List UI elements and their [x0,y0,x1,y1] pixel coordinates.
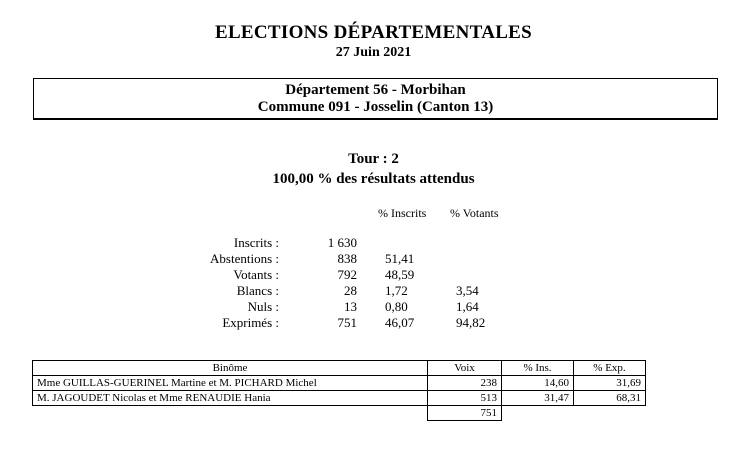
voix-cell: 513 [428,391,502,406]
stat-row [0,235,747,251]
col-head-pct-votants: % Votants [450,206,499,220]
stat-label: Nuls : [247,299,279,314]
election-date: 27 Juin 2021 [335,45,412,60]
stat-pct-votants: 1,64 [456,299,479,314]
total-spacer [33,406,428,421]
total-spacer [502,406,574,421]
stat-pct-votants: 3,54 [456,283,479,298]
stat-pct-inscrits: 51,41 [385,251,415,266]
total-row [33,406,646,421]
stat-value: 1 630 [327,235,357,250]
stat-label: Exprimés : [222,315,279,330]
round-label: Tour : 2 [348,151,399,167]
stat-value: 13 [344,299,357,314]
binome-cell: M. JAGOUDET Nicolas et Mme RENAUDIE Hania [33,391,428,406]
stat-row [0,267,747,283]
department-box [33,78,718,119]
results-table [32,360,646,421]
department-name: Département 56 - Morbihan [285,82,466,98]
results-header-row [33,361,646,376]
binome-cell: Mme GUILLAS-GUERINEL Martine et M. PICHARD Michel [33,376,428,391]
pct-ins-cell: 14,60 [502,376,574,391]
pct-ins-cell: 31,47 [502,391,574,406]
stat-value: 28 [344,283,357,298]
stat-value: 838 [337,251,357,266]
voix-cell: 238 [428,376,502,391]
stat-value: 792 [337,267,357,282]
commune-name: Commune 091 - Josselin (Canton 13) [257,99,494,115]
total-spacer [574,406,646,421]
col-header-voix: Voix [428,361,502,376]
stat-pct-inscrits: 46,07 [385,315,415,330]
stat-pct-inscrits: 1,72 [385,283,408,298]
total-voix-cell: 751 [428,406,502,421]
page-title: ELECTIONS DÉPARTEMENTALES [214,22,533,43]
pct-exp-cell: 31,69 [574,376,646,391]
col-head-pct-inscrits: % Inscrits [378,206,427,220]
pct-exp-cell: 68,31 [574,391,646,406]
table-row [33,376,646,391]
stat-pct-inscrits: 0,80 [385,299,408,314]
stat-row [0,251,747,267]
stat-label: Votants : [233,267,279,282]
stat-label: Abstentions : [210,251,279,266]
stat-label: Inscrits : [233,235,279,250]
table-row [33,391,646,406]
stat-row [0,315,747,331]
col-header-pct-ins: % Ins. [502,361,574,376]
stat-row [0,283,747,299]
stat-label: Blancs : [236,283,279,298]
stat-value: 751 [337,315,357,330]
col-header-binome: Binôme [33,361,428,376]
stat-row [0,299,747,315]
stat-pct-inscrits: 48,59 [385,267,415,282]
stat-pct-votants: 94,82 [456,315,486,330]
col-header-pct-exp: % Exp. [574,361,646,376]
results-expected: 100,00 % des résultats attendus [272,171,475,187]
